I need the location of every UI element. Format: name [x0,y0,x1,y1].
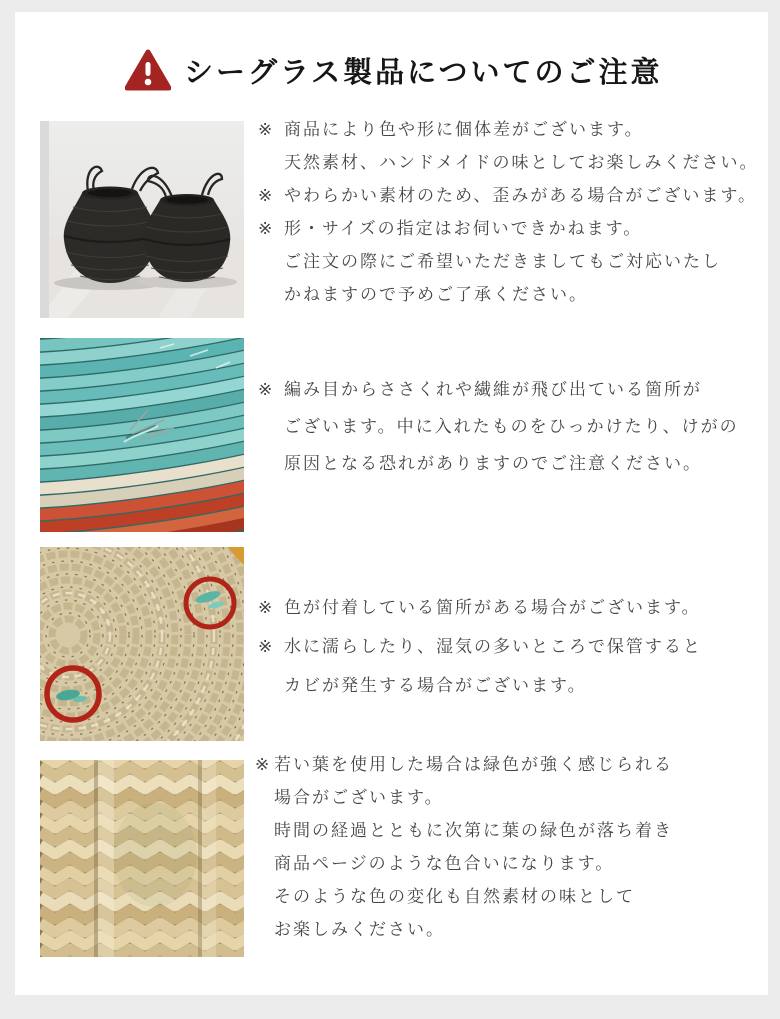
notice-line [258,408,739,445]
notice-header [125,49,663,91]
notice-line [258,179,759,212]
note-text: ございます。中に入れたものをひっかけたり、けがの [284,417,739,436]
note-marker: ※ [258,380,273,399]
notice-section-protruding-fibers [258,371,739,482]
warning-icon [125,49,171,91]
note-text: ご注文の際にご希望いただきましてもご対応いたし [284,252,721,271]
page-title: シーグラス製品についてのご注意 [184,56,663,89]
note-text: やわらかい素材のため、歪みがある場合がございます。 [284,186,757,205]
color-spot-weave-image [40,547,244,741]
notice-line [255,748,673,781]
notice-line [258,278,759,311]
note-text: 場合がございます。 [274,788,444,807]
herringbone-weave-image [40,760,244,957]
notice-section-green-color-change [255,748,673,946]
note-text: お楽しみください。 [274,920,445,939]
note-text: 編み目からささくれや繊維が飛び出ている箇所が [284,380,702,399]
note-marker: ※ [258,219,273,238]
note-text: 商品ページのような色合いになります。 [274,854,615,873]
notice-line [255,847,673,880]
notice-line [255,814,673,847]
note-marker: ※ [258,598,273,617]
note-text: 水に濡らしたり、湿気の多いところで保管すると [284,637,702,656]
notice-line [258,588,702,627]
note-marker: ※ [258,120,273,139]
notice-line [258,212,759,245]
note-text: カビが発生する場合がございます。 [284,676,587,695]
note-marker: ※ [255,755,270,774]
note-text: 商品により色や形に個体差がございます。 [284,120,644,139]
notice-line [258,245,759,278]
black-baskets-image [40,121,244,318]
notice-line [255,913,673,946]
notice-line [255,880,673,913]
note-text: 時間の経過とともに次第に葉の緑色が落ち着き [274,821,673,840]
notice-line [258,113,759,146]
note-marker: ※ [258,637,273,656]
note-text: 若い葉を使用した場合は緑色が強く感じられる [274,755,673,774]
note-text: 原因となる恐れがありますのでご注意ください。 [284,454,702,473]
note-text: 形・サイズの指定はお伺いできかねます。 [284,219,643,238]
note-marker: ※ [258,186,273,205]
notice-line [258,371,739,408]
teal-weave-image [40,338,244,532]
note-text: 天然素材、ハンドメイドの味としてお楽しみください。 [284,153,759,172]
notice-section-individual-differences [258,113,759,311]
notice-line [258,627,702,666]
notice-line [255,781,673,814]
notice-line [258,445,739,482]
note-text: 色が付着している箇所がある場合がございます。 [284,598,701,617]
note-text: そのような色の変化も自然素材の味として [274,887,635,906]
note-text: かねますので予めご了承ください。 [284,285,588,304]
notice-line [258,666,702,705]
notice-line [258,146,759,179]
notice-section-color-adhesion-mold [258,588,702,705]
